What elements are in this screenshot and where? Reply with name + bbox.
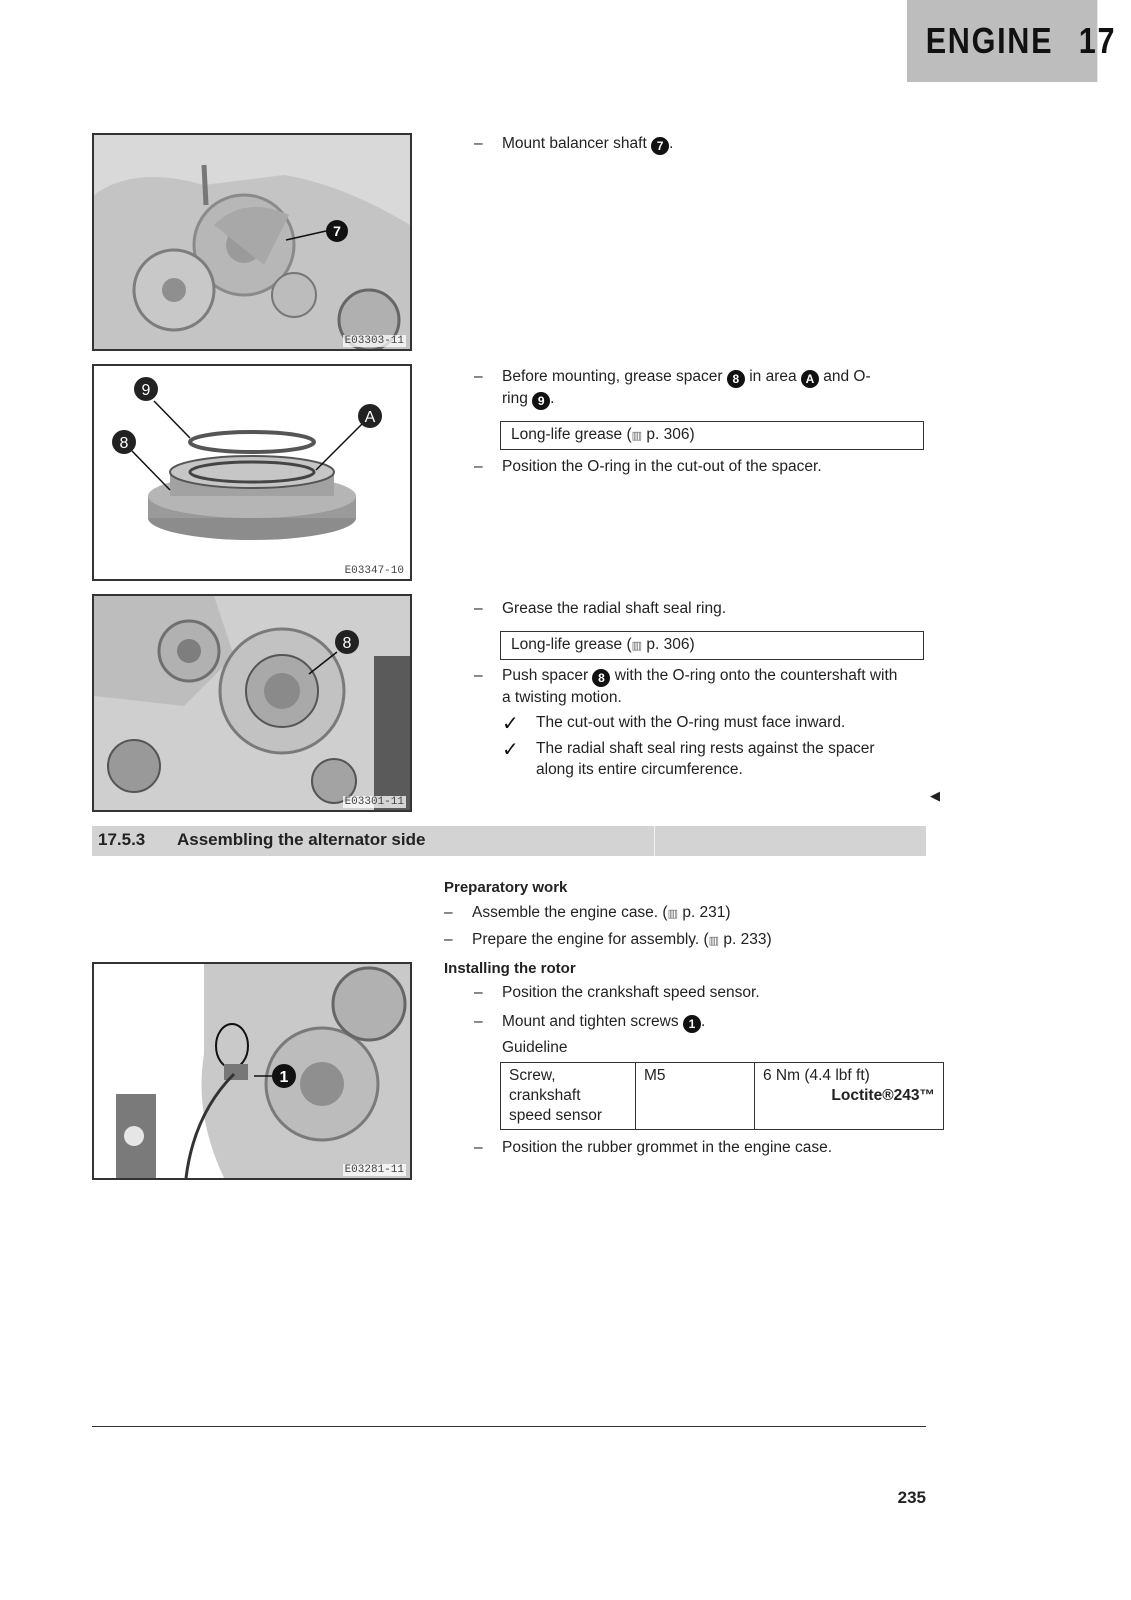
page-reference-link[interactable]: p. 233) <box>723 931 772 948</box>
guideline-label: Guideline <box>502 1039 568 1056</box>
check-item: ✓ The cut-out with the O-ring must face inward. <box>502 713 846 735</box>
footer-divider <box>92 1426 926 1427</box>
book-icon: ▥ <box>631 430 643 442</box>
table-cell-thread: M5 <box>636 1063 755 1130</box>
step-position-sensor: – Position the crankshaft speed sensor. <box>474 984 760 1001</box>
callout-1: 1 <box>279 1069 289 1086</box>
page-reference-link[interactable]: p. 306) <box>646 636 695 653</box>
table-row <box>501 1063 944 1130</box>
step-position-oring: – Position the O-ring in the cut-out of the spacer. <box>474 458 822 475</box>
callout-1: 1 <box>683 1015 701 1033</box>
check-item: ✓ The radial shaft seal ring rests against the spacer along its entire circumference. <box>502 739 875 778</box>
step-push-spacer: – Push spacer 8 with the O-ring onto the countershaft with a twisting motion. <box>474 667 898 706</box>
alternator-side-illustration <box>94 964 410 1178</box>
spacer-and-oring-illustration <box>94 366 410 579</box>
step-grease-seal-ring: – Grease the radial shaft seal ring. <box>474 600 727 617</box>
engine-case-illustration <box>94 135 410 349</box>
callout-7: 7 <box>333 223 341 239</box>
step-tighten-screws: – Mount and tighten screws 1 . <box>474 1013 706 1031</box>
torque-table <box>500 1062 944 1130</box>
grease-spec-box: Long-life grease (▥ p. 306) <box>500 631 924 660</box>
prep-item: – Prepare the engine for assembly. (▥ p. 233) <box>444 931 772 948</box>
step-position-grommet: – Position the rubber grommet in the engine case. <box>474 1139 832 1156</box>
figure-code: E03281-11 <box>344 1164 404 1176</box>
chapter-number: 17 <box>1078 20 1117 61</box>
checkmark-icon: ✓ <box>502 713 519 735</box>
callout-8: 8 <box>592 669 610 687</box>
page-reference-link[interactable]: p. 306) <box>646 426 695 443</box>
page-reference-link[interactable]: p. 231) <box>682 904 731 921</box>
end-marker-icon: ◀ <box>930 788 940 803</box>
chapter-title: ENGINE <box>925 20 1054 61</box>
figure-crankshaft-sensor <box>92 962 412 1180</box>
book-icon: ▥ <box>631 640 643 652</box>
section-heading-bar <box>92 826 926 856</box>
figure-balancer-shaft <box>92 133 412 351</box>
table-cell-component: Screw, crankshaft speed sensor <box>501 1063 636 1130</box>
step-mount-balancer-shaft: – Mount balancer shaft 7 . <box>474 135 674 153</box>
callout-9: 9 <box>532 392 550 410</box>
figure-code: E03301-11 <box>344 796 404 808</box>
callout-8: 8 <box>727 370 745 388</box>
figure-countershaft-spacer <box>92 594 412 812</box>
book-icon: ▥ <box>708 935 720 947</box>
section-number: 17.5.3 <box>98 830 146 849</box>
callout-a: A <box>364 409 376 426</box>
figure-code: E03347-10 <box>344 565 404 577</box>
callout-8: 8 <box>119 435 129 452</box>
table-cell-torque: 6 Nm (4.4 lbf ft) Loctite®243™ <box>755 1063 944 1130</box>
callout-9: 9 <box>141 382 151 399</box>
preparatory-heading: Preparatory work <box>444 879 568 896</box>
checkmark-icon: ✓ <box>502 739 519 761</box>
book-icon: ▥ <box>667 908 678 920</box>
grease-spec-box: Long-life grease (▥ p. 306) <box>500 421 924 450</box>
callout-8: 8 <box>342 635 352 652</box>
rotor-heading: Installing the rotor <box>444 960 576 977</box>
step-grease-spacer: – Before mounting, grease spacer 8 in area A and O- ring 9 . <box>474 368 871 408</box>
prep-item: – Assemble the engine case. (▥ p. 231) <box>444 904 731 921</box>
page-number: 235 <box>897 1488 926 1507</box>
chapter-header-tab <box>907 0 1117 82</box>
callout-7: 7 <box>651 137 669 155</box>
section-title: Assembling the alternator side <box>177 830 426 849</box>
callout-a: A <box>801 370 819 388</box>
countershaft-illustration <box>94 596 410 810</box>
figure-code: E03303-11 <box>344 335 404 347</box>
figure-spacer-oring <box>92 364 412 581</box>
